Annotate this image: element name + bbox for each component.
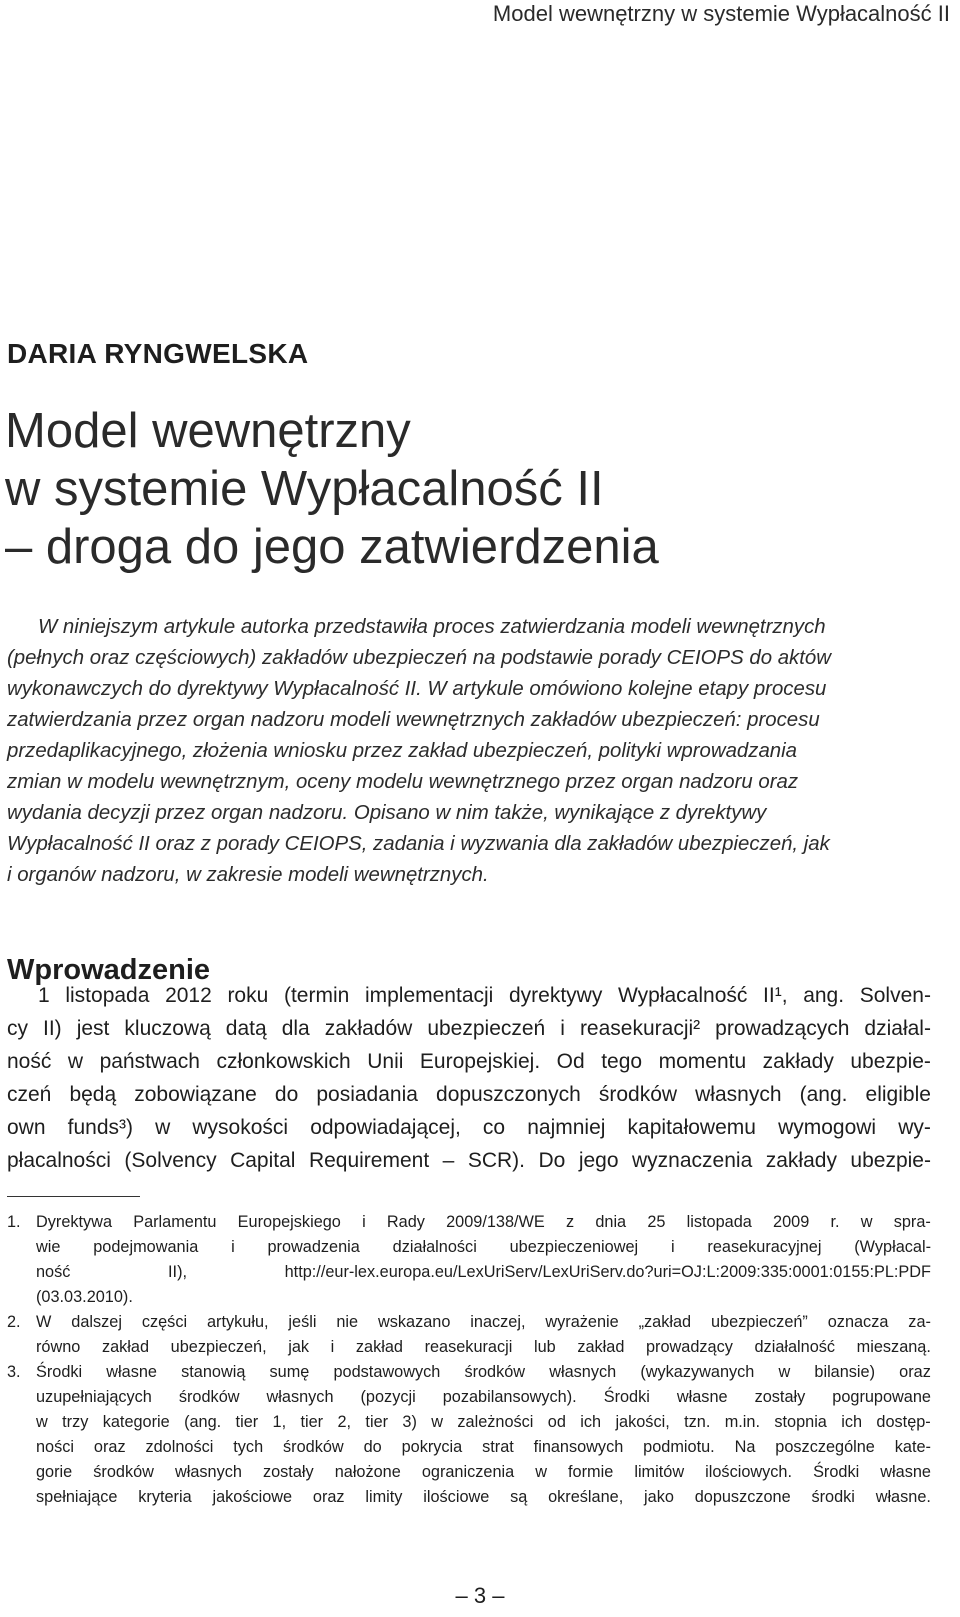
footnote-number: 3. <box>7 1363 21 1381</box>
footnote-line: (03.03.2010). <box>36 1288 133 1306</box>
footnote-line: równo zakład ubezpieczeń, jak i zakład reasekuracji lub zakład prowadzący działalność mieszaną. <box>36 1338 931 1356</box>
footnote-line: spełniające kryteria jakościowe oraz limity ilościowe są określane, jako dopuszczone środki własne. <box>36 1488 931 1506</box>
body-line: 1 listopada 2012 roku (termin implementacji dyrektywy Wypłacalność II¹, ang. Solven- <box>38 984 931 1007</box>
body-text <box>7 979 931 1177</box>
running-head: Model wewnętrzny w systemie Wypłacalność II <box>492 1 950 26</box>
footnote <box>7 1310 931 1360</box>
footnote-line: wie podejmowania i prowadzenia działalności ubezpieczeniowej i reasekuracyjnej (Wypłacal- <box>36 1238 931 1256</box>
footnote-line: W dalszej części artykułu, jeśli nie wskazano inaczej, wyrażenie „zakład ubezpieczeń” oznacza za- <box>36 1313 931 1331</box>
page-number: – 3 – <box>455 1583 505 1608</box>
body-line: ność w państwach członkowskich Unii Europejskiej. Od tego momentu zakłady ubezpie- <box>7 1050 931 1073</box>
body-line: płacalności (Solvency Capital Requirement – SCR). Do jego wyznaczenia zakłady ubezpie- <box>7 1149 931 1172</box>
abstract-line: zmian w modelu wewnętrznym, oceny modelu wewnętrznego przez organ nadzoru oraz <box>7 771 799 793</box>
abstract-line: W niniejszym artykule autorka przedstawiła proces zatwierdzania modeli wewnętrznych <box>38 616 826 638</box>
title-line: Model wewnętrzny <box>5 404 411 458</box>
abstract-line: (pełnych oraz częściowych) zakładów ubezpieczeń na podstawie porady CEIOPS do aktów <box>7 647 831 669</box>
body-line: own funds³) w wysokości odpowiadającej, co najmniej kapitałowemu wymogowi wy- <box>7 1116 931 1139</box>
footnote-number: 2. <box>7 1313 21 1331</box>
footnote-line: ność II), http://eur-lex.europa.eu/LexUriServ/LexUriServ.do?uri=OJ:L:2009:335:0001:0155:PL:PDF <box>36 1263 931 1281</box>
abstract-line: wydania decyzji przez organ nadzoru. Opisano w nim także, wynikające z dyrektywy <box>7 802 767 824</box>
footnote-line: gorie środków własnych zostały nałożone ograniczenia w formie limitów ilościowych. Środki własne <box>36 1463 931 1481</box>
body-line: czeń będą zobowiązane do posiadania dopuszczonych środków własnych (ang. eligible <box>7 1083 931 1106</box>
footnote-number: 1. <box>7 1213 21 1231</box>
abstract-line: Wypłacalność II oraz z porady CEIOPS, zadania i wyzwania dla zakładów ubezpieczeń, jak <box>7 833 830 855</box>
abstract <box>7 612 931 891</box>
abstract-line: zatwierdzania przez organ nadzoru modeli wewnętrznych zakładów ubezpieczeń: procesu <box>7 709 820 731</box>
abstract-line: przedaplikacyjnego, złożenia wniosku przez zakład ubezpieczeń, polityki wprowadzania <box>7 740 798 762</box>
body-line: cy II) jest kluczową datą dla zakładów ubezpieczeń i reasekuracji² prowadzących działal- <box>7 1017 931 1040</box>
footnote <box>7 1210 931 1310</box>
abstract-line: i organów nadzoru, w zakresie modeli wewnętrznych. <box>7 864 489 886</box>
footnote-line: w trzy kategorie (ang. tier 1, tier 2, tier 3) w zależności od ich jakości, tzn. m.in. stopnia ich dostęp- <box>36 1413 931 1431</box>
section-heading: Wprowadzenie <box>7 954 211 986</box>
title-line: – droga do jego zatwierdzenia <box>5 520 659 574</box>
footnote-line: ności oraz zdolności tych środków do pokrycia strat finansowych podmiotu. Na poszczególne kate- <box>36 1438 931 1456</box>
title-line: w systemie Wypłacalność II <box>5 462 604 516</box>
footnote-rule <box>7 1196 140 1197</box>
footnote-line: uzupełniających środków własnych (pozycji pozabilansowych). Środki własne zostały pogrupowane <box>36 1388 931 1406</box>
author-name: DARIA RYNGWELSKA <box>7 338 309 369</box>
footnote <box>7 1360 931 1510</box>
footnotes <box>7 1210 931 1510</box>
article-title <box>5 402 659 576</box>
footnote-line: Środki własne stanowią sumę podstawowych środków własnych (wykazywanych w bilansie) oraz <box>36 1363 931 1381</box>
abstract-line: wykonawczych do dyrektywy Wypłacalność II. W artykule omówiono kolejne etapy procesu <box>7 678 827 700</box>
footnote-line: Dyrektywa Parlamentu Europejskiego i Rady 2009/138/WE z dnia 25 listopada 2009 r. w spra- <box>36 1213 931 1231</box>
